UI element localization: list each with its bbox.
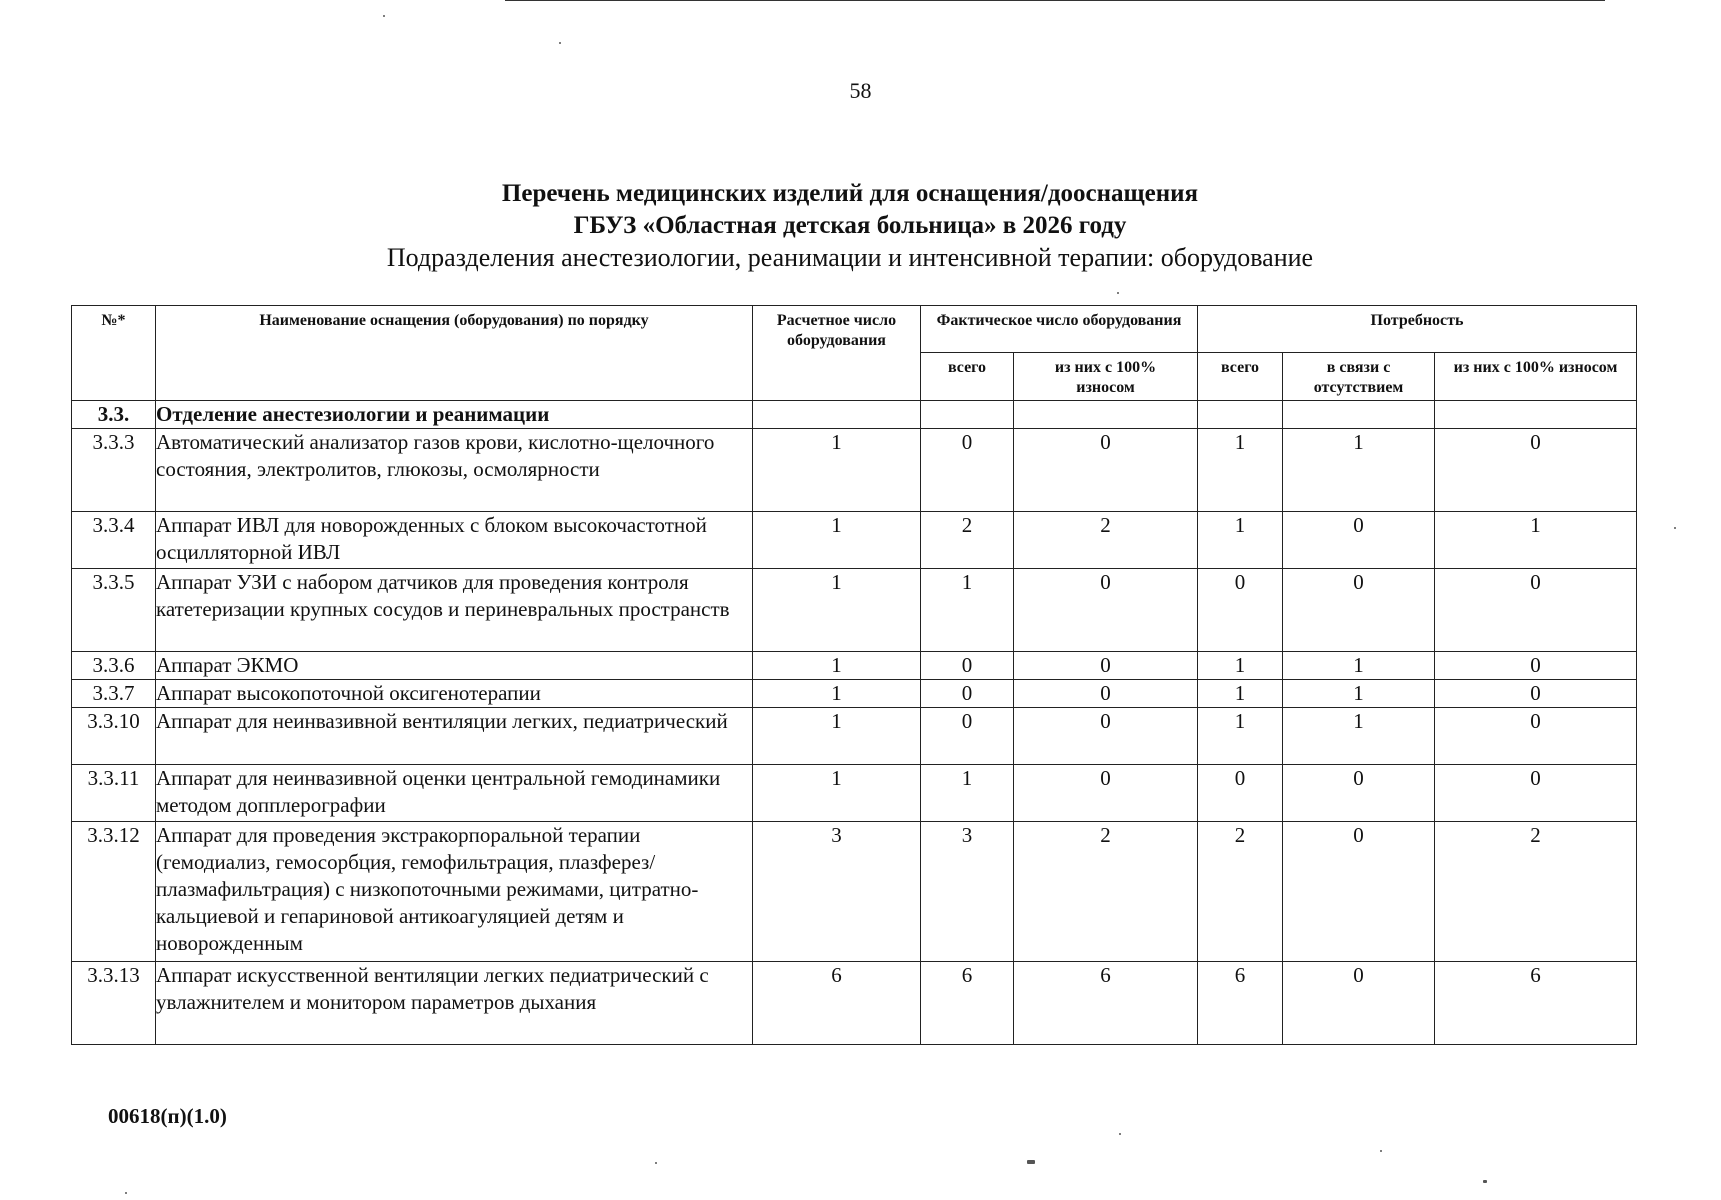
header-need-total: всего bbox=[1198, 353, 1283, 401]
table-row bbox=[72, 680, 1637, 708]
empty-cell bbox=[1198, 401, 1283, 429]
row-need-absent: 1 bbox=[1283, 680, 1435, 708]
scan-speck bbox=[655, 1162, 657, 1164]
row-need-worn: 6 bbox=[1435, 962, 1637, 1045]
scan-top-rule bbox=[505, 0, 1605, 1]
section-name: Отделение анестезиологии и реанимации bbox=[156, 401, 753, 429]
row-need-total: 1 bbox=[1198, 708, 1283, 765]
empty-cell bbox=[1435, 401, 1637, 429]
row-need-worn: 0 bbox=[1435, 680, 1637, 708]
row-need-worn: 0 bbox=[1435, 429, 1637, 512]
row-name: Аппарат для неинвазивной вентиляции легких, педиатрический bbox=[156, 708, 753, 765]
row-num: 3.3.13 bbox=[72, 962, 156, 1045]
header-need: Потребность bbox=[1198, 306, 1637, 353]
row-calc: 1 bbox=[753, 512, 921, 569]
table-header bbox=[72, 306, 1637, 401]
row-num: 3.3.10 bbox=[72, 708, 156, 765]
row-need-absent: 1 bbox=[1283, 429, 1435, 512]
row-calc: 1 bbox=[753, 680, 921, 708]
row-num: 3.3.5 bbox=[72, 569, 156, 652]
row-need-absent: 0 bbox=[1283, 962, 1435, 1045]
subtitle-line: Подразделения анестезиологии, реанимации и интенсивной терапии: оборудование bbox=[386, 243, 1314, 272]
scan-speck bbox=[1380, 1150, 1382, 1152]
row-need-total: 0 bbox=[1198, 569, 1283, 652]
section-num: 3.3. bbox=[72, 401, 156, 429]
section-row bbox=[72, 401, 1637, 429]
row-need-worn: 2 bbox=[1435, 822, 1637, 962]
scan-speck bbox=[1117, 292, 1119, 294]
row-num: 3.3.12 bbox=[72, 822, 156, 962]
row-name: Аппарат для проведения экстракорпоральной терапии (гемодиализ, гемосорбция, гемофильтрация, плазферез/плазмафильтрация) с низкопоточными режимами, цитратно-кальциевой и гепариновой антикоагуляцией детям и новорожденным bbox=[156, 822, 753, 962]
table-row bbox=[72, 652, 1637, 680]
row-actual-worn: 0 bbox=[1014, 708, 1198, 765]
table-body bbox=[72, 401, 1637, 1045]
row-calc: 1 bbox=[753, 765, 921, 822]
scan-speck bbox=[1027, 1160, 1035, 1164]
document-title-block bbox=[60, 178, 1640, 274]
row-need-total: 0 bbox=[1198, 765, 1283, 822]
row-calc: 6 bbox=[753, 962, 921, 1045]
table-row bbox=[72, 708, 1637, 765]
header-actual: Фактическое число оборудования bbox=[921, 306, 1198, 353]
empty-cell bbox=[921, 401, 1014, 429]
title-line-2: ГБУЗ «Областная детская больница» в 2026 году bbox=[573, 212, 1127, 239]
row-actual-worn: 0 bbox=[1014, 429, 1198, 512]
row-actual-total: 0 bbox=[921, 708, 1014, 765]
scan-speck bbox=[383, 15, 385, 17]
row-need-worn: 0 bbox=[1435, 652, 1637, 680]
row-actual-worn: 0 bbox=[1014, 569, 1198, 652]
table-row bbox=[72, 569, 1637, 652]
row-calc: 1 bbox=[753, 569, 921, 652]
row-need-total: 1 bbox=[1198, 680, 1283, 708]
row-actual-worn: 0 bbox=[1014, 765, 1198, 822]
row-need-absent: 0 bbox=[1283, 765, 1435, 822]
scan-speck bbox=[125, 1192, 127, 1194]
row-actual-total: 0 bbox=[921, 680, 1014, 708]
row-actual-worn: 0 bbox=[1014, 652, 1198, 680]
row-calc: 3 bbox=[753, 822, 921, 962]
row-actual-worn: 0 bbox=[1014, 680, 1198, 708]
row-actual-total: 2 bbox=[921, 512, 1014, 569]
row-name: Аппарат ИВЛ для новорожденных с блоком высокочастотной осцилляторной ИВЛ bbox=[156, 512, 753, 569]
row-name: Аппарат УЗИ с набором датчиков для проведения контроля катетеризации крупных сосудов и периневральных пространств bbox=[156, 569, 753, 652]
header-actual-worn: из них с 100% износом bbox=[1014, 353, 1198, 401]
row-actual-worn: 2 bbox=[1014, 512, 1198, 569]
row-actual-total: 0 bbox=[921, 429, 1014, 512]
row-need-total: 1 bbox=[1198, 429, 1283, 512]
document-code: 00618(п)(1.0) bbox=[108, 1104, 227, 1128]
table-row bbox=[72, 765, 1637, 822]
equipment-table bbox=[71, 305, 1637, 1045]
row-actual-total: 6 bbox=[921, 962, 1014, 1045]
row-need-absent: 1 bbox=[1283, 708, 1435, 765]
scan-speck bbox=[559, 42, 561, 44]
row-actual-worn: 6 bbox=[1014, 962, 1198, 1045]
empty-cell bbox=[1283, 401, 1435, 429]
row-num: 3.3.3 bbox=[72, 429, 156, 512]
empty-cell bbox=[753, 401, 921, 429]
row-need-total: 1 bbox=[1198, 652, 1283, 680]
row-need-absent: 0 bbox=[1283, 512, 1435, 569]
title-line-1: Перечень медицинских изделий для оснащения/дооснащения bbox=[501, 180, 1199, 207]
row-need-total: 2 bbox=[1198, 822, 1283, 962]
scan-speck bbox=[1119, 1133, 1121, 1135]
row-need-absent: 0 bbox=[1283, 822, 1435, 962]
row-name: Аппарат искусственной вентиляции легких педиатрический с увлажнителем и монитором параметров дыхания bbox=[156, 962, 753, 1045]
header-need-absent: в связи с отсутствием bbox=[1283, 353, 1435, 401]
empty-cell bbox=[1014, 401, 1198, 429]
row-name: Аппарат высокопоточной оксигенотерапии bbox=[156, 680, 753, 708]
row-need-worn: 0 bbox=[1435, 708, 1637, 765]
table-row bbox=[72, 429, 1637, 512]
header-actual-total: всего bbox=[921, 353, 1014, 401]
row-actual-worn: 2 bbox=[1014, 822, 1198, 962]
row-num: 3.3.11 bbox=[72, 765, 156, 822]
row-need-total: 6 bbox=[1198, 962, 1283, 1045]
row-need-absent: 1 bbox=[1283, 652, 1435, 680]
row-need-worn: 1 bbox=[1435, 512, 1637, 569]
row-name: Аппарат для неинвазивной оценки центральной гемодинамики методом допплерографии bbox=[156, 765, 753, 822]
row-actual-total: 1 bbox=[921, 569, 1014, 652]
row-calc: 1 bbox=[753, 652, 921, 680]
row-need-total: 1 bbox=[1198, 512, 1283, 569]
row-actual-total: 0 bbox=[921, 652, 1014, 680]
row-num: 3.3.7 bbox=[72, 680, 156, 708]
row-need-worn: 0 bbox=[1435, 765, 1637, 822]
header-calc: Расчетное число оборудования bbox=[753, 306, 921, 401]
row-actual-total: 3 bbox=[921, 822, 1014, 962]
scan-speck bbox=[1483, 1180, 1487, 1183]
row-num: 3.3.6 bbox=[72, 652, 156, 680]
header-need-worn: из них с 100% износом bbox=[1435, 353, 1637, 401]
table-row bbox=[72, 512, 1637, 569]
row-num: 3.3.4 bbox=[72, 512, 156, 569]
row-need-worn: 0 bbox=[1435, 569, 1637, 652]
header-name: Наименование оснащения (оборудования) по порядку bbox=[156, 306, 753, 401]
page-number: 58 bbox=[849, 78, 872, 103]
row-actual-total: 1 bbox=[921, 765, 1014, 822]
row-calc: 1 bbox=[753, 708, 921, 765]
table-row bbox=[72, 962, 1637, 1045]
row-need-absent: 0 bbox=[1283, 569, 1435, 652]
table-row bbox=[72, 822, 1637, 962]
header-num: №* bbox=[72, 306, 156, 401]
scan-speck bbox=[1674, 527, 1676, 529]
row-calc: 1 bbox=[753, 429, 921, 512]
row-name: Автоматический анализатор газов крови, кислотно-щелочного состояния, электролитов, глюкозы, осмолярности bbox=[156, 429, 753, 512]
row-name: Аппарат ЭКМО bbox=[156, 652, 753, 680]
